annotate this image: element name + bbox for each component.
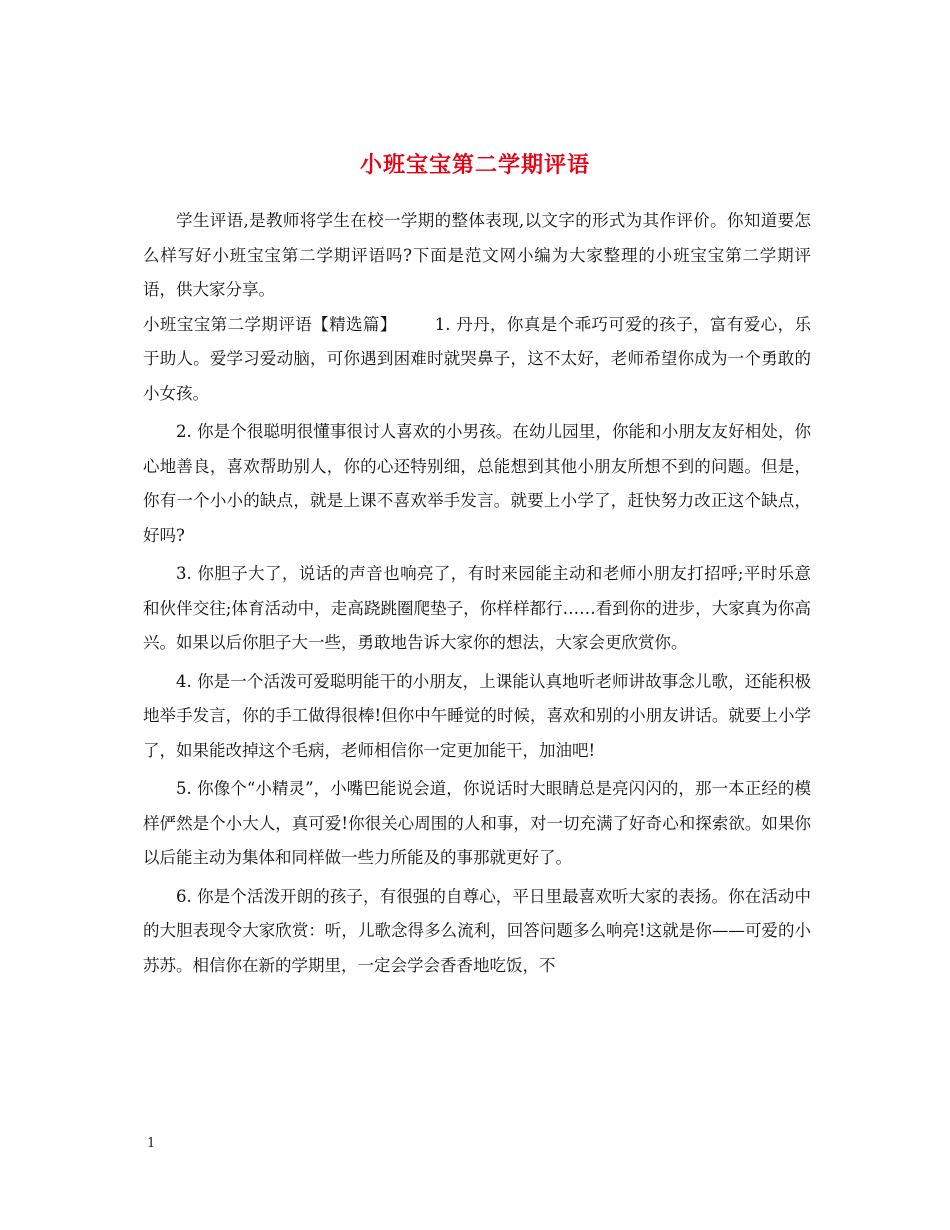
page-number: 1	[147, 1136, 156, 1151]
comment-item-1: 1. 丹丹，你真是个乖巧可爱的孩子，富有爱心，乐于助人。爱学习爱动脑，可你遇到困难时就哭鼻子，这不太好，老师希望你成为一个勇敢的小女孩。	[143, 314, 811, 403]
comment-item-6: 6. 你是个活泼开朗的孩子，有很强的自尊心，平日里最喜欢听大家的表扬。你在活动中的大胆表现令大家欣赏：听，儿歌念得多么流利，回答问题多么响亮!这就是你——可爱的小苏苏。相信你在新的学期里，一定会学会香香地吃饭，不	[143, 886, 811, 975]
comment-item-4: 4. 你是一个活泼可爱聪明能干的小朋友，上课能认真地听老师讲故事念儿歌，还能积极地举手发言，你的手工做得很棒!但你中午睡觉的时候，喜欢和别的小朋友讲话。就要上小学了，如果能改掉这个毛病，老师相信你一定更加能干，加油吧!	[143, 671, 811, 760]
document-title: 小班宝宝第二学期评语	[359, 151, 590, 178]
comment-item-2: 2. 你是个很聪明很懂事很讨人喜欢的小男孩。在幼儿园里，你能和小朋友友好相处，你心地善良，喜欢帮助别人，你的心还特别细，总能想到其他小朋友所想不到的问题。但是，你有一个小小的缺点，就是上课不喜欢举手发言。就要上小学了，赶快努力改正这个缺点，好吗?	[143, 422, 811, 545]
section-heading: 小班宝宝第二学期评语【精选篇】	[143, 314, 397, 334]
document-body	[143, 204, 811, 983]
comment-item-3: 3. 你胆子大了，说话的声音也响亮了，有时来园能主动和老师小朋友打招呼;平时乐意和伙伴交往;体育活动中，走高跷跳圈爬垫子，你样样都行……看到你的进步，大家真为你高兴。如果以后你胆子大一些，勇敢地告诉大家你的想法，大家会更欣赏你。	[143, 564, 811, 652]
section-paragraph	[143, 308, 811, 412]
comment-item-5: 5. 你像个“小精灵”，小嘴巴能说会道，你说话时大眼睛总是亮闪闪的，那一本正经的模样俨然是个小大人，真可爱!你很关心周围的人和事，对一切充满了好奇心和探索欲。如果你以后能主动为集体和同样做一些力所能及的事那就更好了。	[143, 779, 811, 867]
intro-paragraph: 学生评语,是教师将学生在校一学期的整体表现,以文字的形式为其作评价。你知道要怎么样写好小班宝宝第二学期评语吗?下面是范文网小编为大家整理的小班宝宝第二学期评语，供大家分享。	[143, 211, 811, 299]
